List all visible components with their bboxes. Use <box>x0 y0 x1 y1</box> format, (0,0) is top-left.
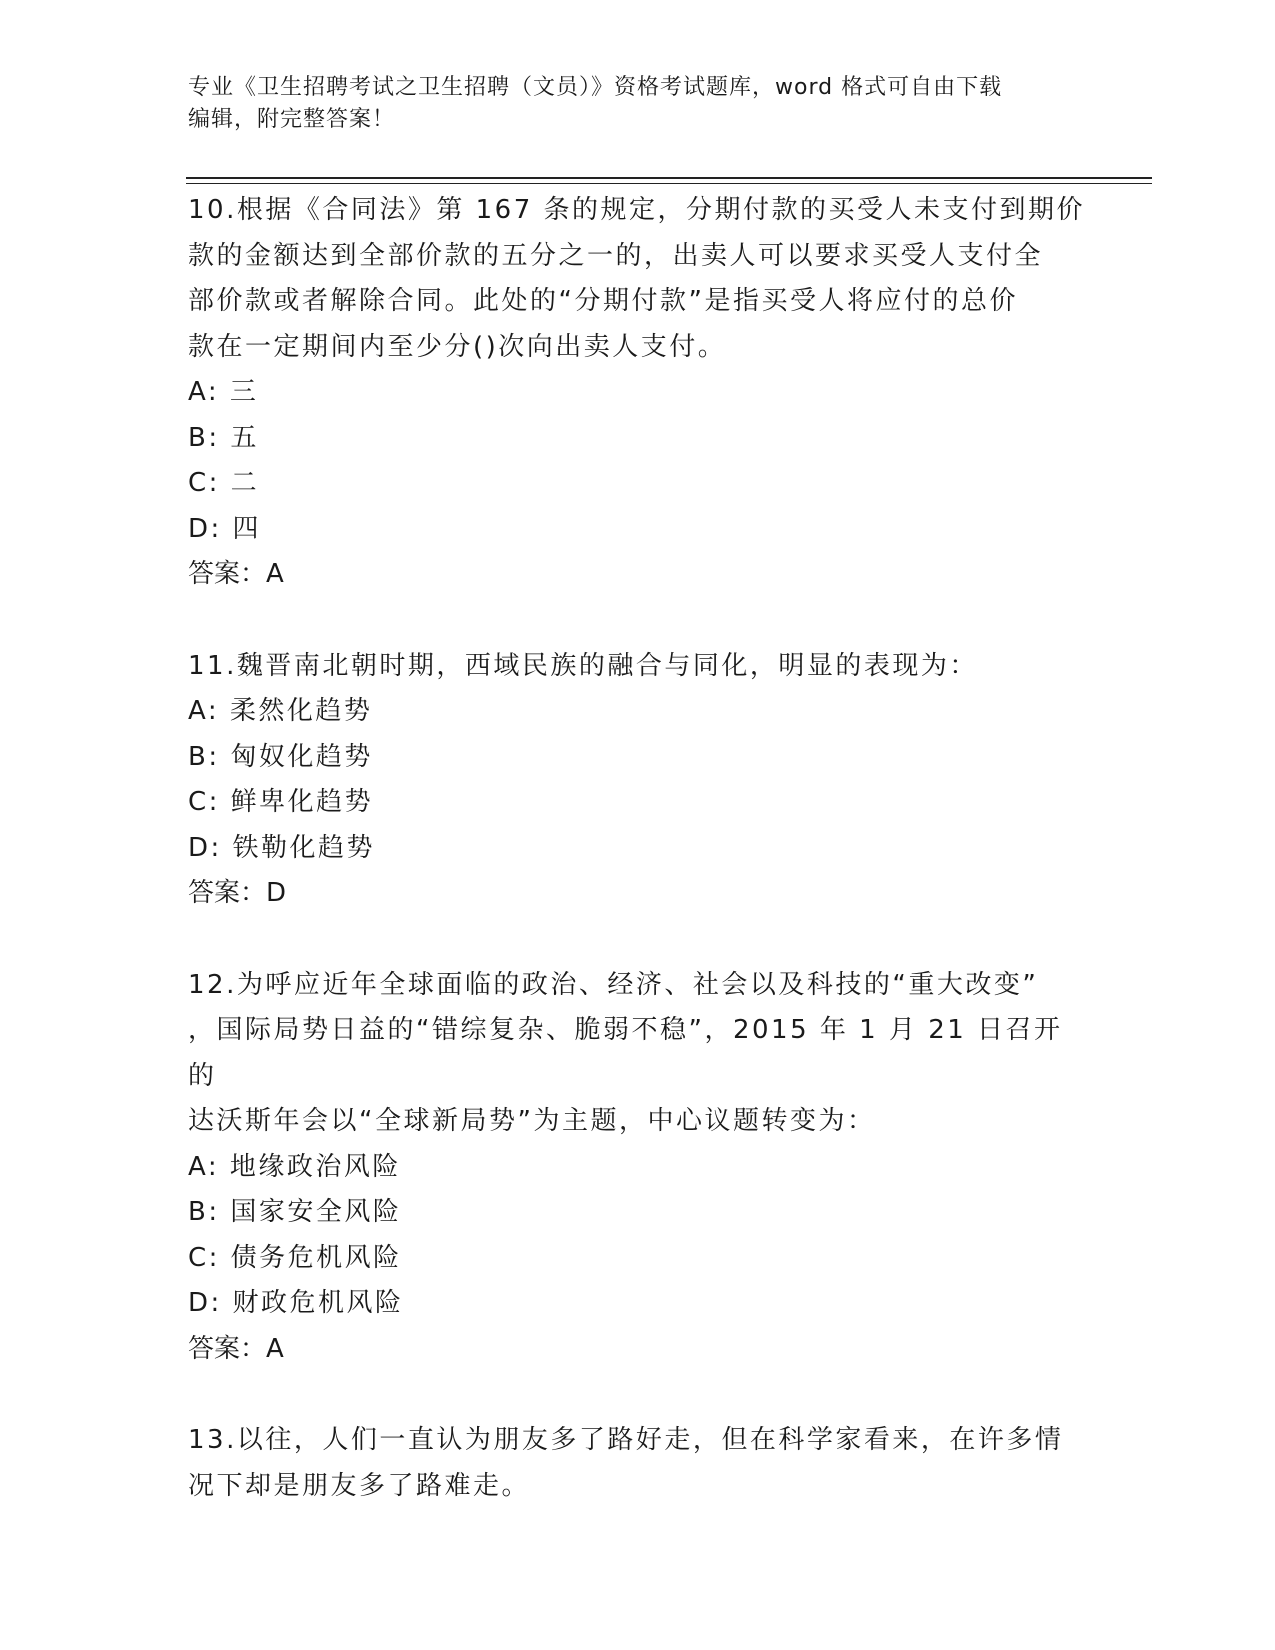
option-d: D: 财政危机风险 <box>188 1288 404 1318</box>
question-stem-line: 11.魏晋南北朝时期，西域民族的融合与同化，明显的表现为： <box>188 650 978 681</box>
document-header <box>188 72 1088 136</box>
question-stem-line: 达沃斯年会以“全球新局势”为主题，中心议题转变为： <box>188 1106 876 1136</box>
answer: 答案：D <box>188 878 287 908</box>
question-stem-line: 部价款或者解除合同。此处的“分期付款”是指买受人将应付的总价 <box>188 286 1018 316</box>
option-b: B: 匈奴化趋势 <box>188 741 373 772</box>
question-stem-line: 13.以往，人们一直认为朋友多了路好走，但在科学家看来，在许多情 <box>188 1425 1064 1455</box>
question-stem-line: 款在一定期间内至少分()次向出卖人支付。 <box>188 331 727 362</box>
answer: 答案：A <box>188 559 284 589</box>
option-c: C: 鲜卑化趋势 <box>188 787 374 817</box>
option-a: A: 柔然化趋势 <box>188 696 373 726</box>
option-d: D: 铁勒化趋势 <box>188 832 376 863</box>
header-line-2: 编辑，附完整答案！ <box>188 107 396 132</box>
header-rule-thin <box>186 183 1152 184</box>
header-rule-thick <box>186 177 1152 179</box>
option-c: C: 二 <box>188 468 260 498</box>
question-11 <box>188 644 1088 917</box>
option-d: D: 四 <box>188 513 262 544</box>
option-a: A: 三 <box>188 377 259 407</box>
question-stem-line: 12.为呼应近年全球面临的政治、经济、社会以及科技的“重大改变” <box>188 969 1039 1000</box>
header-line-1: 专业《卫生招聘考试之卫生招聘（文员）》资格考试题库，word 格式可自由下载 <box>188 75 1003 100</box>
question-stem-line: 10.根据《合同法》第 167 条的规定，分期付款的买受人未支付到期价 <box>188 195 1086 225</box>
question-stem-line: 况下却是朋友多了路难走。 <box>188 1470 531 1501</box>
option-c: C: 债务危机风险 <box>188 1242 402 1273</box>
question-list <box>188 188 1088 1555</box>
question-13 <box>188 1418 1088 1509</box>
question-10 <box>188 188 1088 598</box>
answer: 答案：A <box>188 1333 284 1364</box>
option-b: B: 五 <box>188 422 259 453</box>
question-stem-line: ，国际局势日益的“错综复杂、脆弱不稳”，2015 年 1 月 21 日召开的 <box>188 1015 1063 1091</box>
option-b: B: 国家安全风险 <box>188 1197 402 1227</box>
question-12 <box>188 963 1088 1373</box>
option-a: A: 地缘政治风险 <box>188 1151 401 1182</box>
question-stem-line: 款的金额达到全部价款的五分之一的，出卖人可以要求买受人支付全 <box>188 240 1044 271</box>
